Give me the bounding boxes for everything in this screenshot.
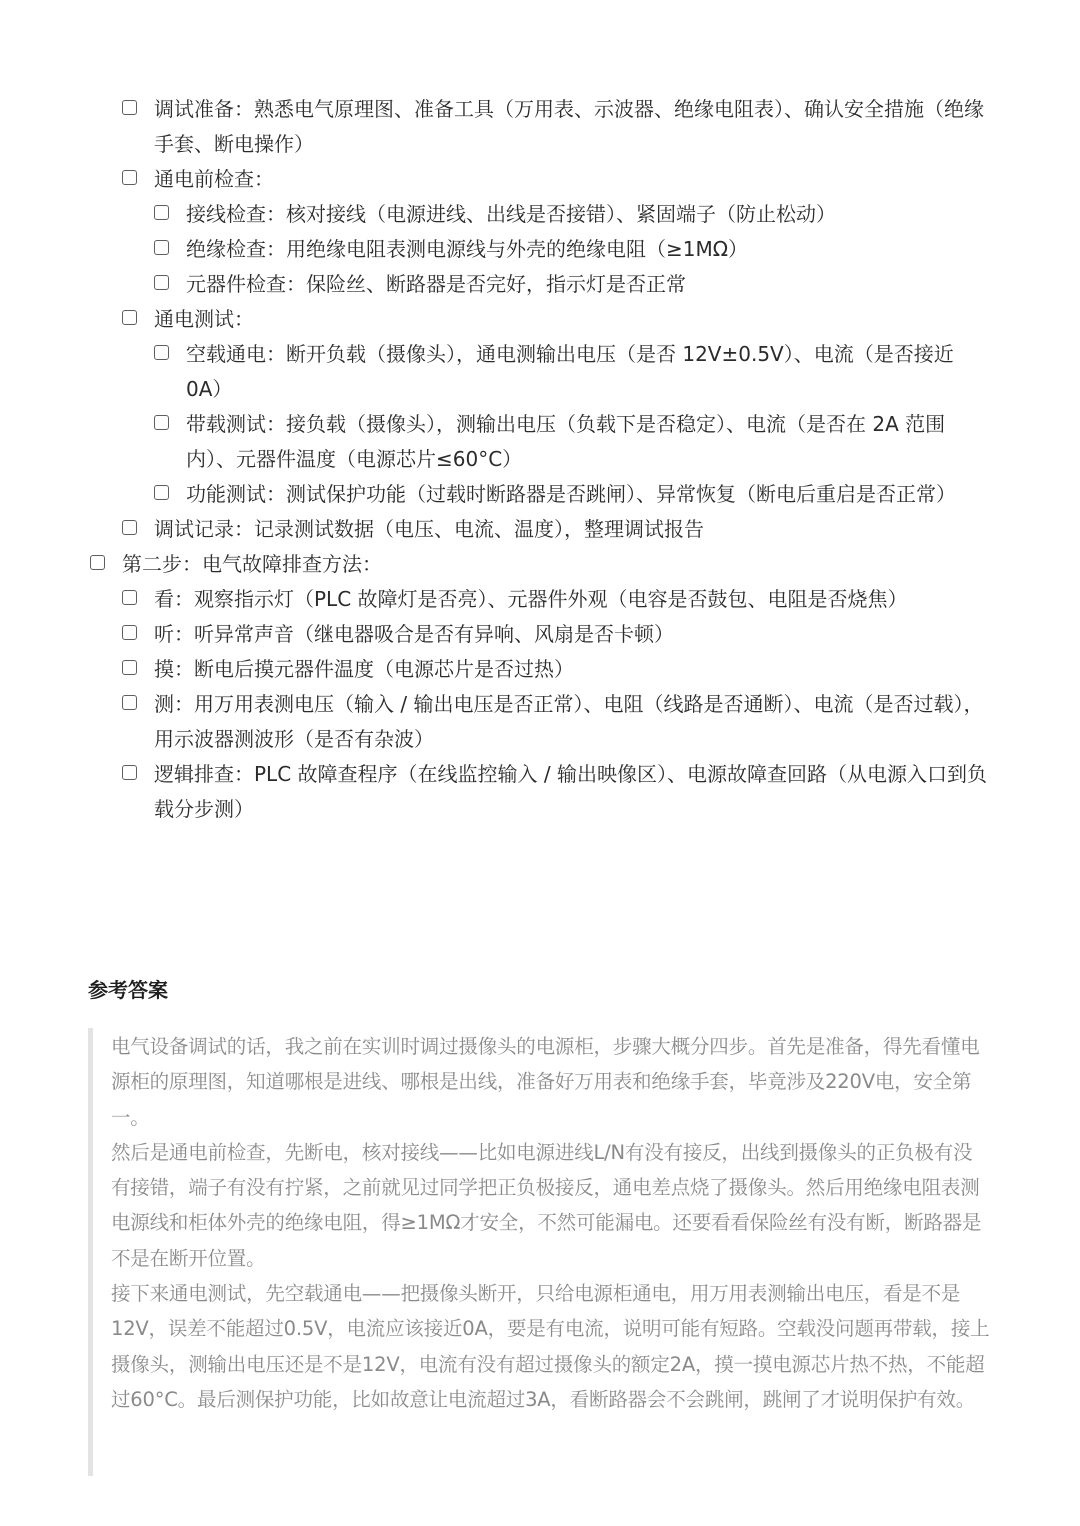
checkbox[interactable] [154,485,169,500]
quote-paragraph: 电气设备调试的话，我之前在实训时调过摄像头的电源柜，步骤大概分四步。首先是准备，得先看懂电源柜的原理图，知道哪根是进线、哪根是出线，准备好万用表和绝缘手套，毕竟涉及220V电，安全第一。 [111,1035,980,1129]
task-item [154,197,990,232]
task-item-label: 绝缘检查：用绝缘电阻表测电源线与外壳的绝缘电阻（≥1MΩ） [186,237,749,261]
task-item-label: 第二步：电气故障排查方法： [122,552,382,576]
task-item [122,302,990,512]
task-item [154,267,990,302]
task-sublist [90,582,990,827]
task-item-label: 看：观察指示灯（PLC 故障灯是否亮）、元器件外观（电容是否鼓包、电阻是否烧焦） [154,587,908,611]
quote-paragraph: 然后是通电前检查，先断电，核对接线——比如电源进线L/N有没有接反，出线到摄像头的正负极有没有接错，端子有没有拧紧，之前就见过同学把正负极接反，通电差点烧了摄像头。然后用绝缘电阻表测电源线和柜体外壳的绝缘电阻，得≥1MΩ才安全，不然可能漏电。还要看看保险丝有没有断，断路器是不是在断开位置。 [111,1140,982,1270]
checkbox[interactable] [122,170,137,185]
task-item-label: 测：用万用表测电压（输入 / 输出电压是否正常）、电阻（线路是否通断）、电流（是否过载），用示波器测波形（是否有杂波） [154,692,984,751]
checkbox[interactable] [122,310,137,325]
task-item-label: 通电前检查： [154,167,274,191]
checkbox[interactable] [154,345,169,360]
checkbox[interactable] [122,660,137,675]
checkbox[interactable] [122,695,137,710]
task-item [122,687,990,757]
checkbox[interactable] [154,205,169,220]
task-item [154,407,990,477]
task-group-1 [90,92,990,547]
task-sublist [122,197,990,302]
task-item-label: 元器件检查：保险丝、断路器是否完好，指示灯是否正常 [186,272,686,296]
task-item [122,512,990,547]
task-item [122,652,990,687]
checkbox[interactable] [122,765,137,780]
checkbox[interactable] [154,240,169,255]
reference-answer-quote [88,1028,990,1476]
checkbox[interactable] [90,555,105,570]
task-item-label: 通电测试： [154,307,254,331]
task-item [122,162,990,302]
section-heading: 参考答案 [88,978,168,1002]
task-item-label: 听：听异常声音（继电器吸合是否有异响、风扇是否卡顿） [154,622,674,646]
task-item-label: 摸：断电后摸元器件温度（电源芯片是否过热） [154,657,574,681]
checkbox[interactable] [154,415,169,430]
task-item-label: 调试准备：熟悉电气原理图、准备工具（万用表、示波器、绝缘电阻表）、确认安全措施（绝缘手套、断电操作） [154,97,984,156]
checkbox[interactable] [154,275,169,290]
task-item [122,757,990,827]
task-item-label: 空载通电：断开负载（摄像头），通电测输出电压（是否 12V±0.5V）、电流（是否接近 0A） [186,342,954,401]
task-item-label: 带载测试：接负载（摄像头），测输出电压（负载下是否稳定）、电流（是否在 2A 范围内）、元器件温度（电源芯片≤60°C） [186,412,946,471]
task-list [90,92,990,833]
checkbox[interactable] [122,100,137,115]
task-item-label: 逻辑排查：PLC 故障查程序（在线监控输入 / 输出映像区）、电源故障查回路（从电源入口到负载分步测） [154,762,987,821]
task-item [122,92,990,162]
task-sublist [90,92,990,547]
checkbox[interactable] [122,590,137,605]
task-item-step-2 [90,547,990,827]
task-item-label: 功能测试：测试保护功能（过载时断路器是否跳闸）、异常恢复（断电后重启是否正常） [186,482,956,506]
task-item [122,617,990,652]
checkbox[interactable] [122,520,137,535]
checkbox[interactable] [122,625,137,640]
task-item-label: 接线检查：核对接线（电源进线、出线是否接错）、紧固端子（防止松动） [186,202,836,226]
task-item [154,337,990,407]
task-item [154,477,990,512]
task-sublist [122,337,990,512]
task-item [154,232,990,267]
task-item-label: 调试记录：记录测试数据（电压、电流、温度），整理调试报告 [154,517,704,541]
quote-paragraph: 接下来通电测试，先空载通电——把摄像头断开，只给电源柜通电，用万用表测输出电压，看是不是12V，误差不能超过0.5V，电流应该接近0A，要是有电流，说明可能有短路。空载没问题再带载，接上摄像头，测输出电压还是不是12V，电流有没有超过摄像头的额定2A，摸一摸电源芯片热不热，不能超过60°C。最后测保护功能，比如故意让电流超过3A，看断路器会不会跳闸，跳闸了才说明保护有效。 [111,1282,990,1411]
task-item [122,582,990,617]
